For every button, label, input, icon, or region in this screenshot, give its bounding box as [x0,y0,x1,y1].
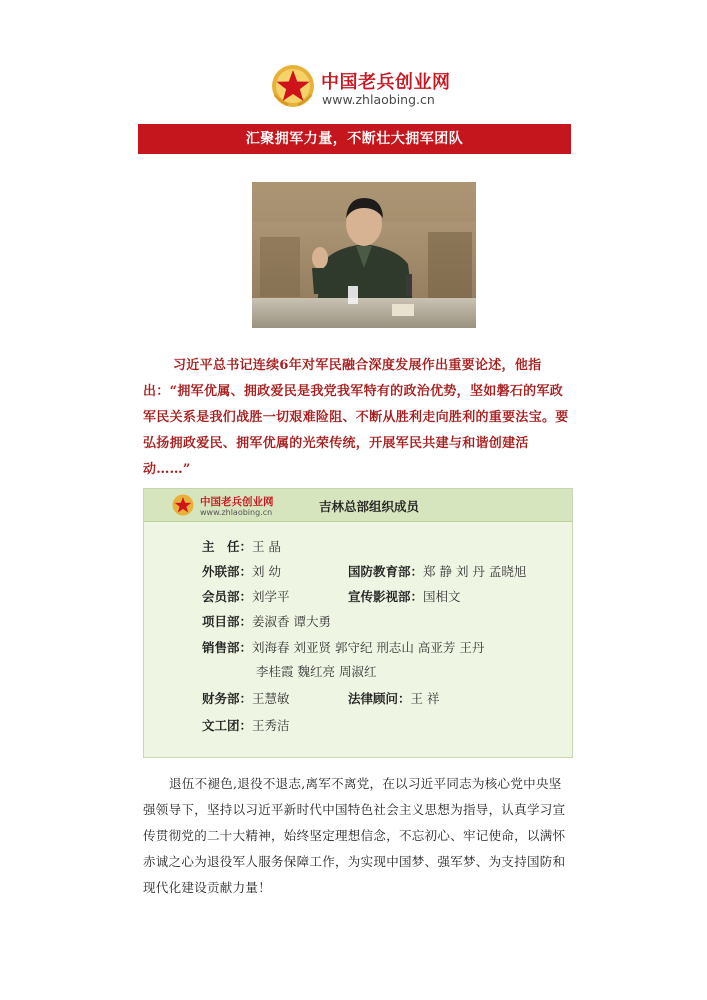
member-label: 文工团： [202,718,253,733]
member-value: 刘海春 刘亚贤 郭守纪 刑志山 高亚芳 王丹 [252,640,485,655]
member-value: 国相文 [423,589,461,604]
leader-photo [252,182,476,328]
member-row-director [202,537,281,555]
site-logo[interactable] [271,62,471,112]
members-panel [143,488,573,758]
red-star-emblem-icon [271,64,315,108]
member-value: 王慧敏 [252,691,290,706]
member-label: 主 任： [202,539,253,554]
member-row-membership [202,587,290,605]
member-row-defense-education [348,562,526,580]
member-value: 王 晶 [252,539,281,554]
member-row-legal [348,689,440,707]
member-label: 外联部： [202,564,253,579]
member-row-finance [202,689,290,707]
mini-site-logo [172,493,322,519]
member-value: 郑 静 刘 丹 孟晓旭 [423,564,527,579]
quote-paragraph [143,353,571,483]
quote-text: 习近平总书记连续6年对军民融合深度发展作出重要论述，他指出：“拥军优属、拥政爱民是我党我军特有的政治优势，坚如磐石的军政军民关系是我们战胜一切艰难险阻、不断从胜利走向胜利的重要法宝。要弘扬拥政爱民、拥军优属的光荣传统，开展军民共建与和谐创建活动……” [143,358,569,477]
member-label: 财务部： [202,691,253,706]
members-panel-header [144,489,572,522]
closing-text: 退伍不褪色,退役不退志,离军不离党，在以习近平同志为核心党中央坚强领导下，坚持以习近平新时代中国特色社会主义思想为指导，认真学习宣传贯彻党的二十大精神，始终坚定理想信念，不忘初心、牢记使命，以满怀赤诚之心为退役军人服务保障工作，为实现中国梦、强军梦、为支持国防和现代化建设贡献力量！ [143,776,566,895]
member-label: 会员部： [202,589,253,604]
member-row-sales [202,638,484,656]
closing-paragraph [143,771,571,901]
speaker-at-meeting-photo-icon [252,182,476,328]
member-row-projects [202,612,331,630]
member-label: 项目部： [202,614,253,629]
member-label: 销售部： [202,640,253,655]
member-row-liaison [202,562,281,580]
mini-site-name: 中国老兵创业网 [200,496,274,508]
member-value: 李桂霞 魏红亮 周淑红 [256,664,377,679]
section-banner-title: 汇聚拥军力量，不断壮大拥军团队 [138,124,571,154]
site-url: www.zhlaobing.cn [322,92,435,107]
member-row-art-troupe [202,716,290,734]
member-label: 国防教育部： [348,564,424,579]
member-label: 法律顾问： [348,691,411,706]
member-value: 刘学平 [252,589,290,604]
site-name: 中国老兵创业网 [321,72,451,93]
member-value: 王 祥 [410,691,440,706]
member-label: 宣传影视部： [348,589,424,604]
members-panel-title: 吉林总部组织成员 [319,499,420,514]
member-value: 姜淑香 谭大勇 [252,614,331,629]
member-row-publicity [348,587,461,605]
member-value: 王秀洁 [252,718,290,733]
member-row-sales-cont [256,662,376,680]
mini-site-url: www.zhlaobing.cn [200,508,273,517]
red-star-emblem-icon [172,494,194,516]
member-value: 刘 幼 [252,564,281,579]
